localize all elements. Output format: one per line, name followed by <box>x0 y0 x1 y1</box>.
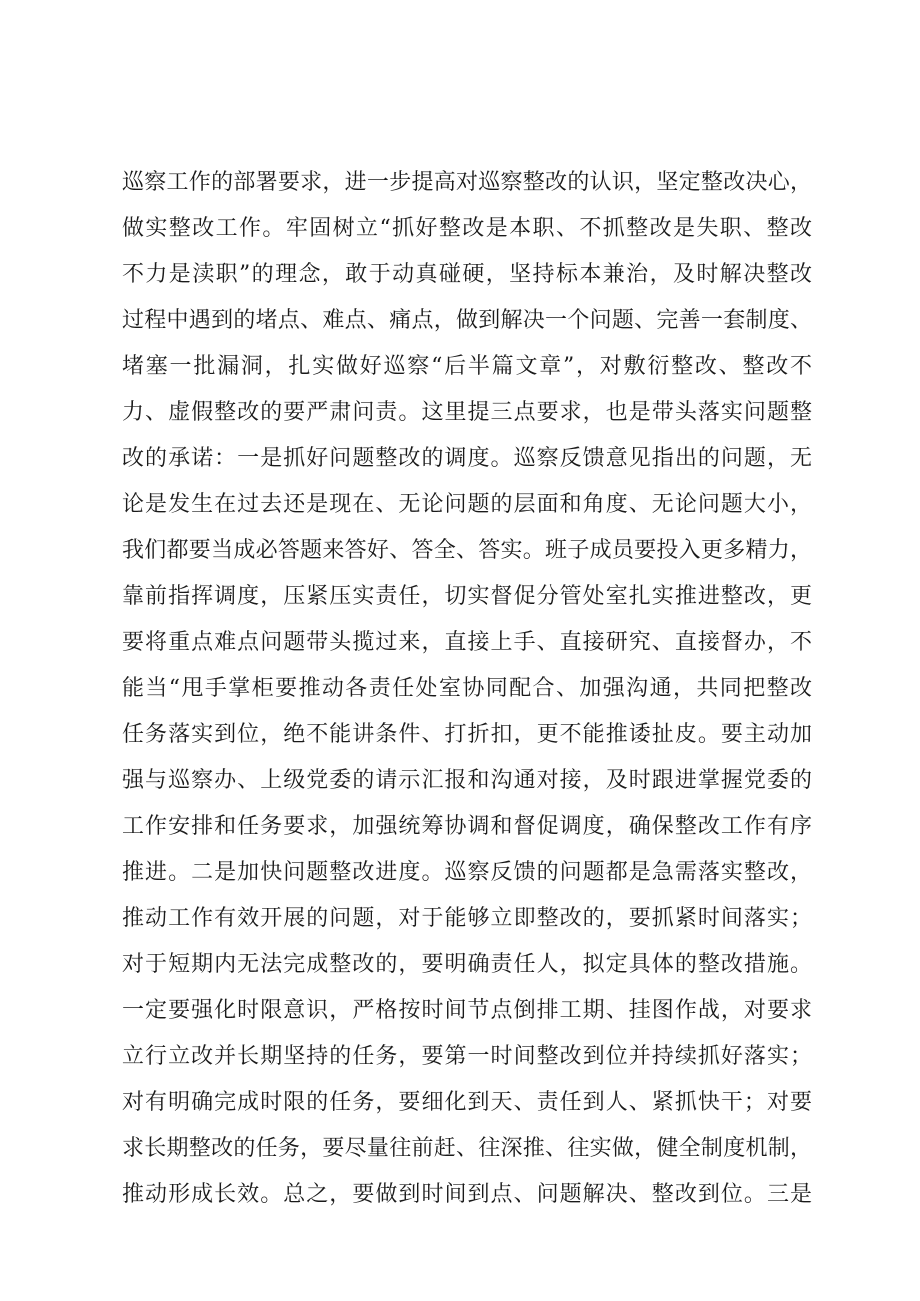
text-line: 我们都要当成必答题来答好、答全、答实。班子成员要投入更多精力， <box>122 538 812 563</box>
text-line: 力、虚假整改的要严肃问责。这里提三点要求，也是带头落实问题整 <box>122 400 812 425</box>
text-line: 求长期整改的任务，要尽量往前赶、往深推、往实做，健全制度机制， <box>122 1136 812 1161</box>
text-line: 靠前指挥调度，压紧压实责任，切实督促分管处室扎实推进整改，更 <box>122 584 812 609</box>
body-text <box>122 160 812 1218</box>
text-line: 推动形成长效。总之，要做到时间到点、问题解决、整改到位。三是 <box>122 1182 812 1207</box>
text-line: 论是发生在过去还是现在、无论问题的层面和角度、无论问题大小， <box>122 492 812 517</box>
text-line: 过程中遇到的堵点、难点、痛点，做到解决一个问题、完善一套制度、 <box>122 308 812 333</box>
text-line: 能当“甩手掌柜要推动各责任处室协同配合、加强沟通，共同把整改 <box>122 676 812 701</box>
text-line: 强与巡察办、上级党委的请示汇报和沟通对接，及时跟进掌握党委的 <box>122 768 812 793</box>
text-line: 对于短期内无法完成整改的，要明确责任人，拟定具体的整改措施。 <box>122 952 812 977</box>
text-line: 推进。二是加快问题整改进度。巡察反馈的问题都是急需落实整改， <box>122 860 812 885</box>
text-line: 工作安排和任务要求，加强统筹协调和督促调度，确保整改工作有序 <box>122 814 812 839</box>
text-line: 任务落实到位，绝不能讲条件、打折扣，更不能推诿扯皮。要主动加 <box>122 722 812 747</box>
text-line: 对有明确完成时限的任务，要细化到天、责任到人、紧抓快干；对要 <box>122 1090 812 1115</box>
text-line: 堵塞一批漏洞，扎实做好巡察“后半篇文章”，对敷衍整改、整改不 <box>122 354 812 379</box>
text-line: 巡察工作的部署要求，进一步提高对巡察整改的认识，坚定整改决心， <box>122 170 812 195</box>
text-line: 要将重点难点问题带头揽过来，直接上手、直接研究、直接督办，不 <box>122 630 812 655</box>
text-line: 一定要强化时限意识，严格按时间节点倒排工期、挂图作战，对要求 <box>122 998 812 1023</box>
text-line: 不力是渎职”的理念，敢于动真碰硬，坚持标本兼治，及时解决整改 <box>122 262 812 287</box>
text-line: 改的承诺：一是抓好问题整改的调度。巡察反馈意见指出的问题，无 <box>122 446 812 471</box>
text-line: 推动工作有效开展的问题，对于能够立即整改的，要抓紧时间落实； <box>122 906 812 931</box>
text-line: 立行立改并长期坚持的任务，要第一时间整改到位并持续抓好落实； <box>122 1044 812 1069</box>
text-line: 做实整改工作。牢固树立“抓好整改是本职、不抓整改是失职、整改 <box>122 216 812 241</box>
